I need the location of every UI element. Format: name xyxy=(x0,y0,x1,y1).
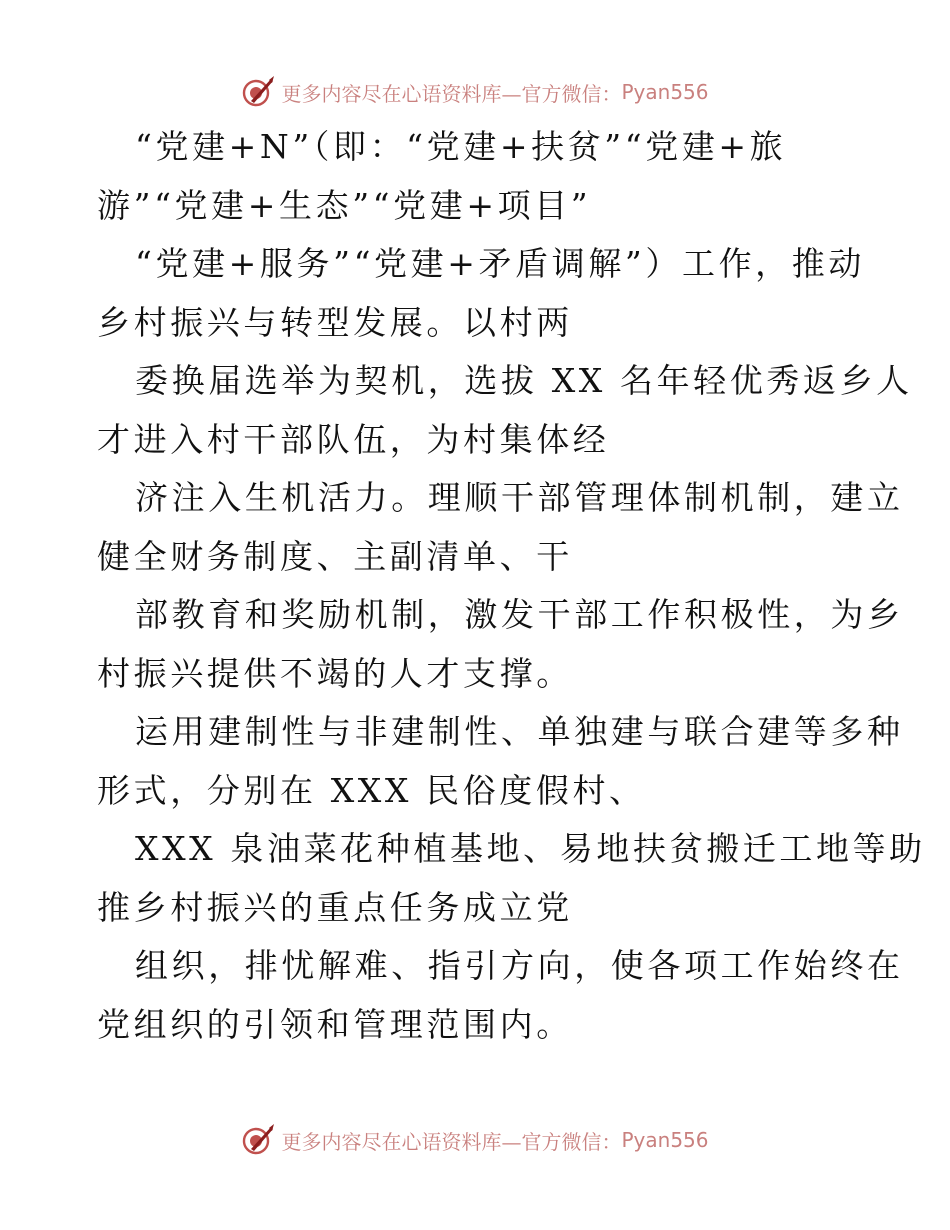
body-line: 济注入生机活力。理顺干部管理体制机制，建立 xyxy=(135,478,904,517)
document-body xyxy=(97,118,926,1054)
body-line: 乡村振兴与转型发展。以村两 xyxy=(97,302,573,342)
quill-seal-icon xyxy=(241,75,275,109)
body-line: 形式，分别在 XXX 民俗度假村、 xyxy=(97,770,646,810)
footer-wechat-id: Pyan556 xyxy=(621,1128,709,1152)
header-brand-text: 更多内容尽在心语资料库—官方微信： xyxy=(281,81,622,106)
body-line: 委换届选举为契机，选拔 XX 名年轻优秀返乡人 xyxy=(135,361,913,400)
body-line: 游”“党建+生态”“党建+项目” xyxy=(97,185,592,225)
body-line: 推乡村振兴的重点任务成立党 xyxy=(97,887,573,927)
body-line: XXX 泉油菜花种植基地、易地扶贫搬迁工地等助 xyxy=(135,829,926,868)
body-line: 村振兴提供不竭的人才支撑。 xyxy=(97,653,573,693)
body-line: “党建+N”（即：“党建+扶贫”“党建+旅 xyxy=(135,127,787,166)
header-wechat-id: Pyan556 xyxy=(621,80,709,104)
body-line: 健全财务制度、主副清单、干 xyxy=(97,536,573,576)
footer-brand-text: 更多内容尽在心语资料库—官方微信： xyxy=(281,1129,622,1154)
body-line: 部教育和奖励机制，激发干部工作积极性，为乡 xyxy=(135,595,904,634)
body-line: 才进入村干部队伍，为村集体经 xyxy=(97,419,610,459)
body-line: 组织，排忧解难、指引方向，使各项工作始终在 xyxy=(135,946,904,985)
body-line: 党组织的引领和管理范围内。 xyxy=(97,1004,573,1044)
page-header-watermark xyxy=(0,72,950,112)
body-line: 运用建制性与非建制性、单独建与联合建等多种 xyxy=(135,712,904,751)
body-line: “党建+服务”“党建+矛盾调解”）工作，推动 xyxy=(135,244,865,283)
quill-seal-icon xyxy=(241,1123,275,1157)
page-footer-watermark xyxy=(0,1120,950,1160)
